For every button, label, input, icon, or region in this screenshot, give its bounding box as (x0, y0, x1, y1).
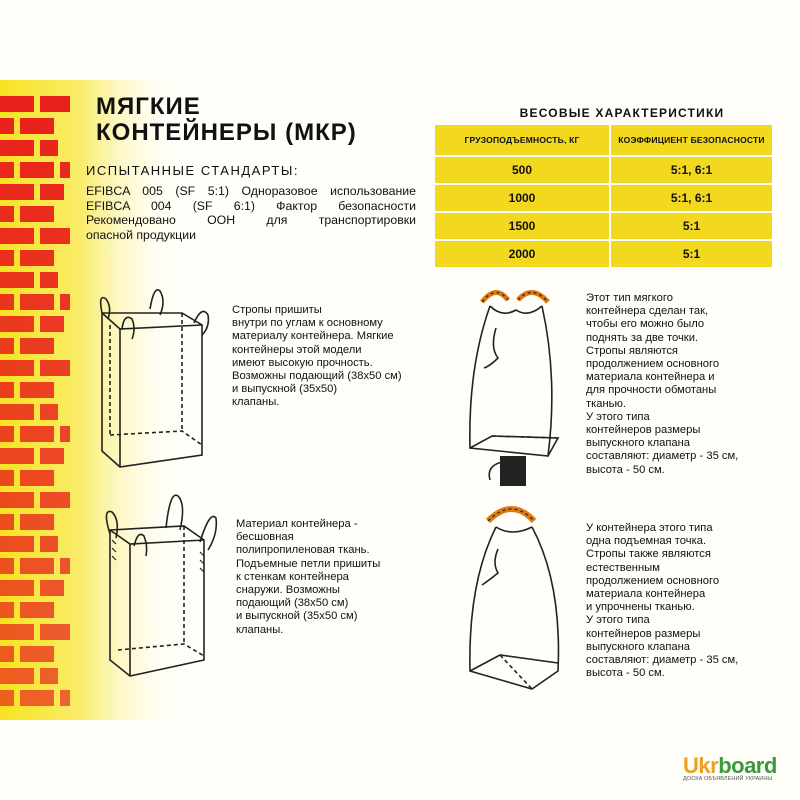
brick (60, 426, 70, 442)
standards-line: EFIBCA 005 (SF 5:1) Одноразовое использование (86, 184, 416, 198)
brick (0, 558, 14, 574)
standards-line: EFIBCA 004 (SF 6:1) Фактор безопасности (86, 198, 416, 213)
brick (0, 140, 34, 156)
description-line: тканью. (586, 397, 626, 410)
description-line: контейнера сделан так, (586, 305, 709, 318)
weight-table (433, 123, 774, 269)
description-line: к стенкам контейнера (236, 570, 349, 583)
description-line: У этого типа (586, 614, 650, 627)
column-header-factor: КОЭФФИЦИЕНТ БЕЗОПАСНОСТИ (610, 124, 773, 156)
brick (40, 404, 58, 420)
description-line: клапаны. (232, 396, 280, 409)
description-line: и выпускной (35х50 см) (236, 610, 358, 623)
description-line: У этого типа (586, 410, 650, 423)
description-line: Возможны подающий (38х50 см) (232, 370, 402, 383)
standards-line: Рекомендовано ООН для транспортировки (86, 213, 416, 227)
description-single-point (586, 522, 738, 680)
brick (0, 426, 14, 442)
brick (40, 360, 70, 376)
brick (0, 492, 34, 508)
standards-list (86, 184, 416, 242)
bag-two-point-illustration (462, 288, 572, 488)
brick (60, 162, 70, 178)
brick (0, 580, 34, 596)
description-corner-loops (232, 304, 402, 410)
brick (40, 580, 64, 596)
description-line: подающий (38х50 см) (236, 597, 349, 610)
brick (20, 602, 54, 618)
brick (20, 162, 54, 178)
description-line: Подъемные петли пришиты (236, 557, 381, 570)
brick (0, 294, 14, 310)
logo-subtitle: ДОСКА ОБЪЯВЛЕНИЙ УКРАИНЫ (683, 776, 773, 782)
brick (40, 316, 64, 332)
brick (0, 250, 14, 266)
description-line: контейнеров размеры (586, 424, 701, 437)
brick (0, 602, 14, 618)
description-line: и выпускной (35х50) (232, 383, 338, 396)
description-outer-loops (236, 518, 380, 637)
logo-part-ukr: Ukr (683, 753, 719, 778)
brick (0, 162, 14, 178)
brick (0, 668, 34, 684)
capacity-cell: 1000 (434, 184, 610, 212)
description-line: Этот тип мягкого (586, 292, 673, 304)
brick (20, 426, 54, 442)
description-line: Стропы пришиты (232, 304, 322, 316)
column-header-capacity: ГРУЗОПОДЪЕМНОСТЬ, КГ (434, 124, 610, 156)
brick (40, 536, 58, 552)
description-line: для прочности обмотаны (586, 384, 717, 397)
description-line: поднять за две точки. (586, 331, 699, 344)
brick (60, 690, 70, 706)
brick (20, 382, 54, 398)
capacity-cell: 500 (434, 156, 610, 184)
description-two-point (586, 292, 738, 477)
brick (20, 470, 54, 486)
description-line: продолжением основного (586, 358, 720, 371)
description-line: составляют: диаметр - 35 см, (586, 654, 739, 667)
ukrboard-logo (683, 753, 777, 782)
description-line: контейнеры этой модели (232, 343, 362, 356)
brick (20, 690, 54, 706)
brick (60, 294, 70, 310)
brick (0, 690, 14, 706)
brick (60, 558, 70, 574)
brick (0, 646, 14, 662)
factor-cell: 5:1 (610, 212, 773, 240)
description-line: естественным (586, 561, 660, 574)
description-line: У контейнера этого типа (586, 522, 713, 534)
brick (40, 624, 70, 640)
brick (20, 118, 54, 134)
brick (40, 448, 64, 464)
brick (20, 646, 54, 662)
description-line: и упрочнены тканью. (586, 601, 695, 614)
brick (0, 536, 34, 552)
weight-table-title: ВЕСОВЫЕ ХАРАКТЕРИСТИКИ (519, 106, 725, 120)
brick (40, 492, 70, 508)
table-header-row (434, 124, 773, 156)
brick (40, 140, 58, 156)
factor-cell: 5:1, 6:1 (610, 156, 773, 184)
brick (20, 206, 54, 222)
brick (0, 96, 34, 112)
brick (0, 514, 14, 530)
brick (20, 338, 54, 354)
description-line: высота - 50 см. (586, 667, 665, 680)
description-line: внутри по углам к основному (232, 317, 383, 330)
brick (0, 382, 14, 398)
description-line: Материал контейнера - (236, 518, 358, 530)
title-line-2: КОНТЕЙНЕРЫ (МКР) (96, 119, 357, 146)
bag-single-point-illustration (462, 503, 572, 703)
description-line: Стропы также являются (586, 548, 711, 561)
brick (40, 96, 70, 112)
description-line: полипропиленовая ткань. (236, 544, 370, 557)
bag-corner-loops-illustration (90, 285, 220, 475)
description-line: составляют: диаметр - 35 см, (586, 450, 739, 463)
description-line: имеют высокую прочность. (232, 356, 373, 369)
brick (0, 184, 34, 200)
page-title (96, 94, 357, 146)
brick (0, 404, 34, 420)
brick (40, 184, 64, 200)
brick (0, 448, 34, 464)
brick (0, 206, 14, 222)
brick (40, 272, 58, 288)
description-line: выпускного клапана (586, 640, 691, 653)
brick (40, 668, 58, 684)
brick (0, 470, 14, 486)
brick (20, 514, 54, 530)
standards-heading: ИСПЫТАННЫЕ СТАНДАРТЫ: (86, 163, 299, 178)
description-line: материалу контейнера. Мягкие (232, 330, 394, 343)
bag-outer-loops-illustration (96, 490, 226, 690)
table-row (434, 240, 773, 268)
brick (0, 338, 14, 354)
standards-line: опасной продукции (86, 227, 196, 242)
brick (0, 118, 14, 134)
description-line: материала контейнера (586, 588, 706, 601)
brick (0, 228, 34, 244)
description-line: выпускного клапана (586, 437, 691, 450)
capacity-cell: 1500 (434, 212, 610, 240)
capacity-cell: 2000 (434, 240, 610, 268)
table-row (434, 156, 773, 184)
brick (20, 250, 54, 266)
brick (40, 228, 70, 244)
description-line: снаружи. Возможны (236, 584, 340, 597)
description-line: чтобы его можно было (586, 318, 705, 331)
description-line: материала контейнера и (586, 371, 715, 384)
table-row (434, 212, 773, 240)
brick (0, 624, 34, 640)
table-row (434, 184, 773, 212)
description-line: клапаны. (236, 623, 284, 636)
description-line: высота - 50 см. (586, 463, 665, 476)
brick (0, 360, 34, 376)
factor-cell: 5:1, 6:1 (610, 184, 773, 212)
description-line: Стропы являются (586, 344, 678, 357)
description-line: контейнеров размеры (586, 627, 701, 640)
factor-cell: 5:1 (610, 240, 773, 268)
brick (20, 558, 54, 574)
logo-part-board: board (718, 753, 777, 778)
description-line: бесшовная (236, 531, 294, 544)
title-line-1: МЯГКИЕ (96, 93, 201, 120)
description-line: одна подъемная точка. (586, 535, 707, 548)
description-line: продолжением основного (586, 574, 720, 587)
brick (20, 294, 54, 310)
brick (0, 272, 34, 288)
brick (0, 316, 34, 332)
